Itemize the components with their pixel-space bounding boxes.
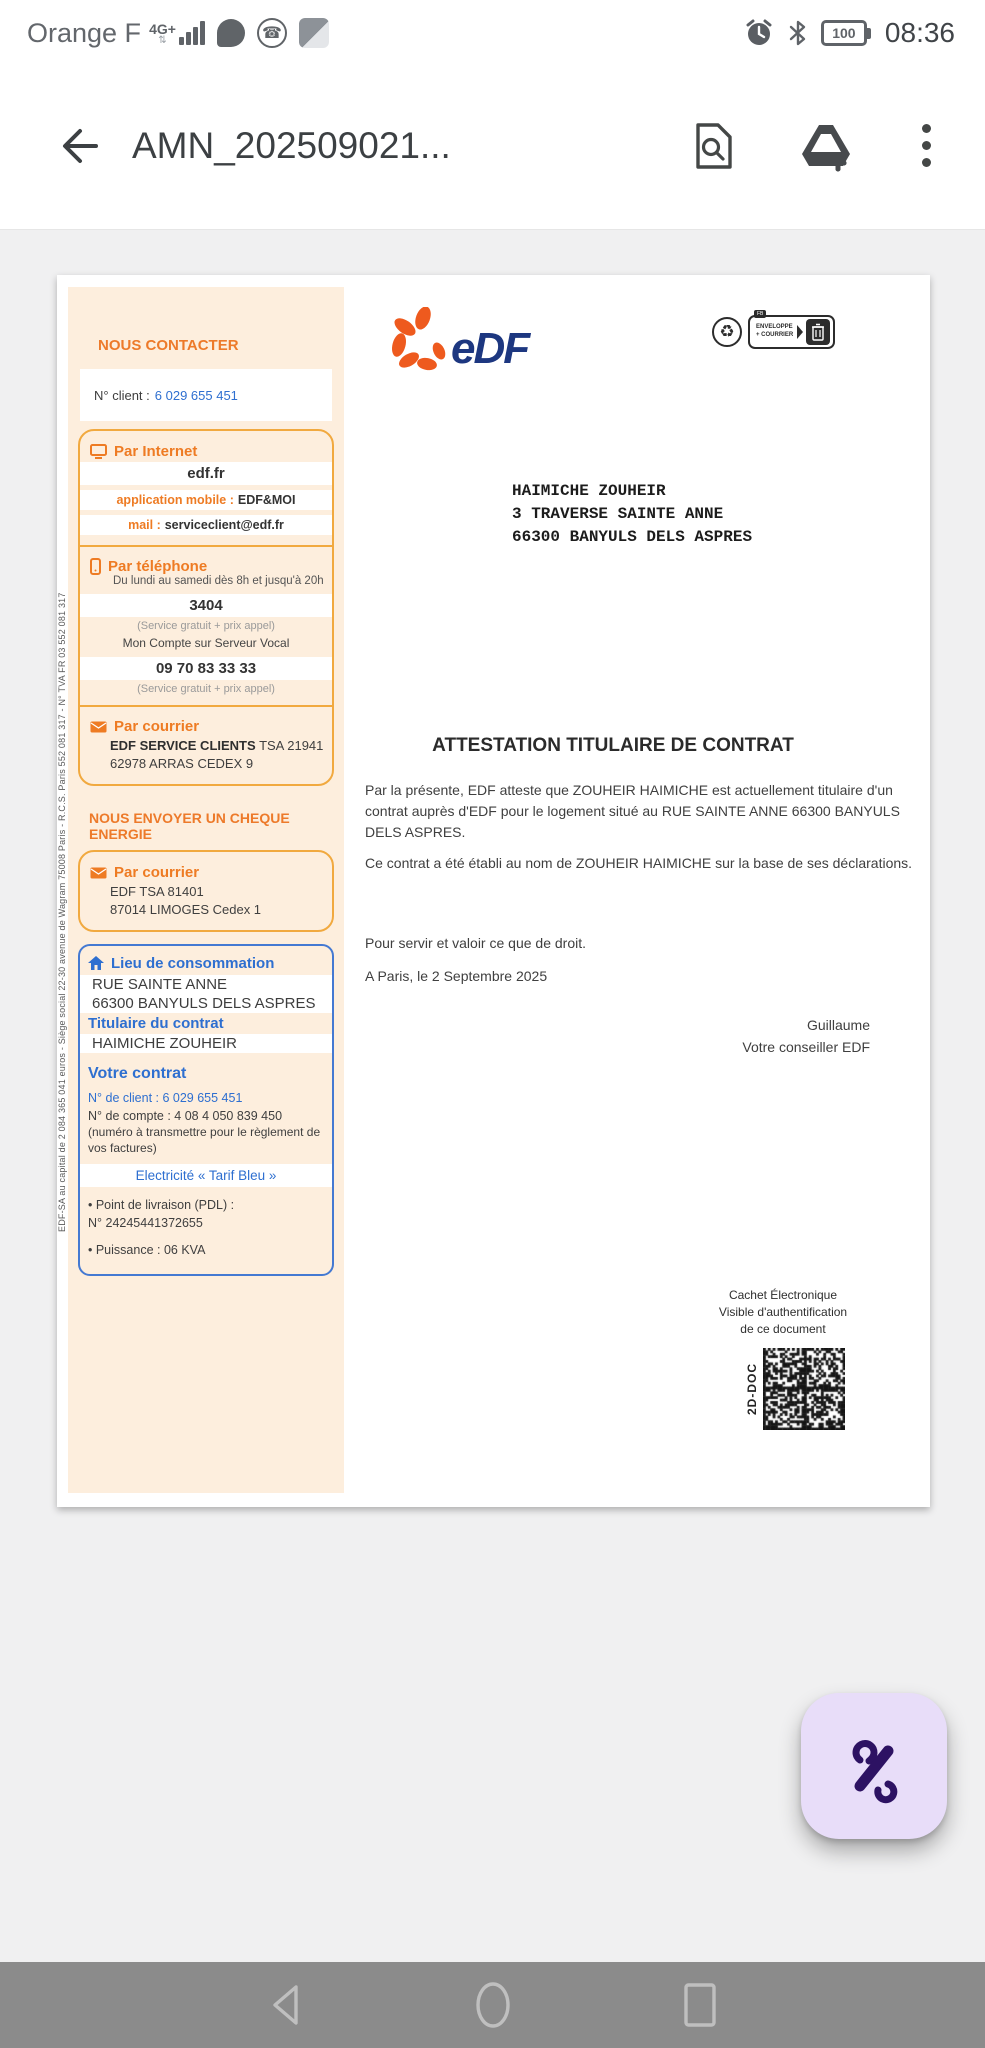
signature-pen-icon	[836, 1728, 912, 1804]
phone-note: (Service gratuit + prix appel)	[137, 620, 275, 632]
mobile-phone-icon	[90, 558, 101, 575]
nav-back-button[interactable]	[263, 1980, 309, 2030]
cheque-courrier-title: Par courrier	[80, 860, 332, 883]
cheque-energie-title: NOUS ENVOYER UN CHEQUE ENERGIE	[89, 810, 290, 843]
tariff-label: Electricité « Tarif Bleu »	[80, 1164, 332, 1187]
contract-title: Votre contrat	[88, 1065, 187, 1083]
nav-recents-button[interactable]	[677, 1979, 723, 2031]
power-line: • Puissance : 06 KVA	[88, 1243, 206, 1258]
2d-doc-label: 2D-DOC	[745, 1363, 759, 1416]
monitor-icon	[90, 444, 107, 459]
triman-recycle-icon: ♻	[712, 317, 742, 347]
android-nav-bar	[0, 1962, 985, 2048]
signer-role: Votre conseiller EDF	[742, 1038, 870, 1055]
app-toolbar	[0, 62, 985, 230]
arrow-left-icon	[56, 122, 104, 170]
contract-account-note: (numéro à transmettre pour le règlement de vos factures)	[88, 1125, 321, 1155]
phone-note-2: (Service gratuit + prix appel)	[137, 683, 275, 695]
house-icon	[88, 956, 104, 971]
add-to-drive-button[interactable]	[798, 119, 854, 173]
recipient-address: HAIMICHE ZOUHEIR 3 TRAVERSE SAINTE ANNE 66300 BANYULS DELS ASPRES	[512, 482, 753, 547]
document-page	[57, 275, 930, 1507]
whatsapp-notification-icon: ☎	[257, 18, 287, 48]
signer-name: Guillaume	[806, 1017, 870, 1033]
stamp-text: ENVELOPPE + COURRIER	[756, 324, 794, 338]
mobile-app-row: application mobile : EDF&MOI	[80, 490, 332, 510]
nav-back-icon	[263, 1980, 309, 2030]
contract-account-number: N° de compte : 4 08 4 050 839 450	[88, 1109, 283, 1124]
edf-flame-icon	[390, 307, 448, 372]
legal-mentions-vertical: EDF-SA au capital de 2 084 365 041 euros - Siège social 22-30 avenue de Wagram 75008 Paris - R.C.S. Paris 552 081 317 - N° TVA FR 03 552 081 317	[57, 592, 67, 1233]
letter-paragraph-1: Par la présente, EDF atteste que ZOUHEIR HAIMICHE est actuellement titulaire d'un contrat auprès d'EDF pour le logement situé au RUE SAINTE ANNE 66300 BANYULS DELS ASPRES.	[365, 782, 900, 840]
signal-strength-icon	[179, 21, 205, 45]
edf-wordmark: eDF	[451, 324, 529, 373]
contact-sidebar	[68, 287, 344, 1493]
find-in-page-icon	[690, 121, 736, 171]
letter-closing: Pour servir et valoir ce que de droit.	[365, 935, 586, 951]
postal-recycling-stamp	[712, 311, 835, 349]
consumption-place-title: Lieu de consommation	[80, 952, 332, 975]
letter-paragraph-2: Ce contrat a été établi au nom de ZOUHEIR HAIMICHE sur la base de ses déclarations.	[365, 855, 913, 871]
contact-channels-box	[78, 429, 334, 786]
status-bar	[0, 0, 985, 62]
nav-home-icon	[469, 1978, 517, 2032]
network-type-indicator: 4G+ ⇅	[149, 20, 176, 46]
2d-doc-seal	[745, 1348, 845, 1430]
contract-client-number: N° de client : 6 029 655 451	[88, 1091, 243, 1106]
electronic-seal-caption: Cachet Électronique Visible d'authentification de ce document	[718, 1288, 848, 1337]
bluetooth-icon	[787, 18, 809, 48]
contact-title: NOUS CONTACTER	[98, 337, 239, 354]
consumption-address-1: RUE SAINTE ANNE	[80, 975, 332, 994]
signature-block	[742, 1015, 870, 1058]
annotate-signature-fab[interactable]	[801, 1693, 947, 1839]
alarm-icon	[743, 17, 775, 49]
chat-notification-icon	[217, 19, 245, 47]
contract-info-box	[78, 944, 334, 1276]
holder-name: HAIMICHE ZOUHEIR	[80, 1034, 332, 1053]
gallery-notification-icon	[299, 18, 329, 48]
phone-section-title: Par téléphone	[80, 554, 332, 577]
chevron-right-icon	[797, 325, 803, 339]
letter-dateline: A Paris, le 2 Septembre 2025	[365, 968, 548, 984]
mail-row: mail : serviceclient@edf.fr	[80, 515, 332, 535]
divider	[80, 705, 332, 707]
carrier-label: Orange F	[27, 17, 142, 48]
status-time: 08:36	[884, 17, 955, 48]
edf-logo	[387, 307, 537, 382]
vocal-server-label: Mon Compte sur Serveur Vocal	[122, 636, 290, 650]
document-title: AMN_202509021...	[132, 124, 451, 166]
find-in-document-button[interactable]	[690, 121, 736, 171]
letter-title: ATTESTATION TITULAIRE DE CONTRAT	[432, 735, 794, 756]
holder-title: Titulaire du contrat	[88, 1015, 224, 1033]
envelope-icon	[90, 867, 107, 879]
battery-icon	[821, 20, 871, 46]
client-number-box: N° client : 6 029 655 451	[80, 369, 332, 421]
internet-section-title: Par Internet	[80, 439, 332, 462]
drive-add-icon	[798, 119, 854, 173]
stamp-tab: FB	[754, 310, 766, 318]
phone-long-number: 09 70 83 33 33	[80, 657, 332, 680]
battery-level: 100	[821, 20, 867, 46]
sorting-bin-icon	[806, 319, 830, 345]
datamatrix-code	[763, 1348, 845, 1430]
cheque-address: EDF TSA 81401 87014 LIMOGES Cedex 1	[110, 884, 262, 917]
client-number: 6 029 655 451	[154, 387, 238, 403]
nav-recents-icon	[677, 1979, 723, 2031]
overflow-menu-button[interactable]	[916, 118, 937, 173]
edf-website: edf.fr	[80, 462, 332, 485]
courrier-address: EDF SERVICE CLIENTS TSA 21941 62978 ARRAS CEDEX 9	[110, 738, 324, 771]
divider	[80, 545, 332, 547]
data-arrows-icon: ⇅	[158, 34, 167, 46]
phone-short-number: 3404	[80, 594, 332, 617]
courrier-section-title: Par courrier	[80, 714, 332, 737]
pdl-block: • Point de livraison (PDL) : N° 24245441372655	[88, 1198, 235, 1230]
envelope-icon	[90, 721, 107, 733]
nav-home-button[interactable]	[469, 1978, 517, 2032]
back-button[interactable]	[56, 122, 104, 170]
cheque-courrier-box	[78, 850, 334, 932]
consumption-address-2: 66300 BANYULS DELS ASPRES	[80, 994, 332, 1013]
phone-hours: Du lundi au samedi dès 8h et jusqu'à 20h	[113, 575, 324, 587]
